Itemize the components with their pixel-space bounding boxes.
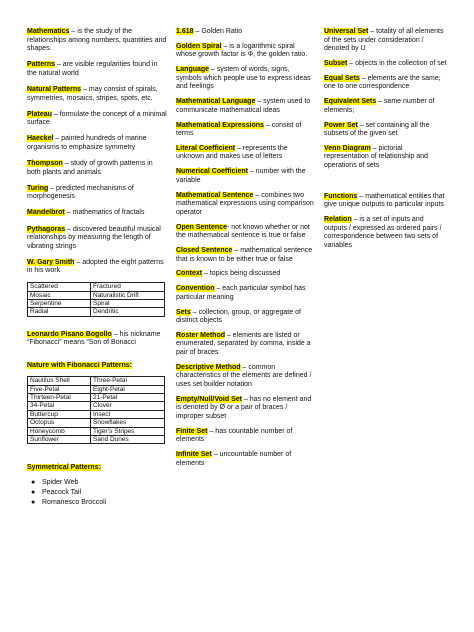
definition: – common characteristics of the elements are defined / uses set builder notation	[176, 363, 312, 389]
list-item	[27, 498, 167, 508]
term: Sets	[176, 308, 191, 316]
term: Venn Diagram	[324, 144, 371, 152]
definition: – same number of elements;	[324, 98, 435, 114]
definition: – system of words, signs, symbols which people use to express ideas and feelings	[176, 66, 311, 91]
definition-entry	[176, 285, 314, 302]
table-row	[28, 419, 165, 427]
symmetry-list	[27, 478, 167, 507]
fibonacci-heading: Nature with Fibonacci Patterns:	[27, 362, 133, 370]
table-cell: 21-Petal	[91, 393, 165, 401]
table-row	[28, 402, 165, 410]
table-cell: Tiger’s Stripes	[91, 427, 165, 435]
table-cell: Mosaic	[28, 291, 91, 299]
definition: – each particular symbol has particular meaning	[176, 285, 306, 301]
table-cell: Five-Petal	[28, 385, 91, 393]
term: Convention	[176, 285, 215, 293]
term: Plateau	[27, 110, 52, 118]
term: Closed Sentence	[176, 246, 233, 254]
term: Functions	[324, 192, 358, 200]
definition: – mathematics of fractals	[64, 209, 145, 217]
term: Golden Spiral	[176, 42, 222, 50]
definition: – is the study of the relationships among numbers, quantities and shapes.	[27, 28, 167, 53]
definition: – are visible regularities found in the natural world	[27, 61, 158, 77]
table-cell: Scattered	[28, 283, 91, 291]
table-row	[28, 299, 165, 307]
table-row	[28, 436, 165, 444]
table-cell: Sunflower	[28, 436, 91, 444]
term: Leonardo Pisano Bogollo	[27, 330, 112, 338]
table-cell: Dendritic	[91, 308, 165, 316]
term: Thompson	[27, 160, 63, 168]
definition: – represents the unknown and makes use of letters	[176, 144, 288, 161]
bullet-icon: ●	[31, 479, 36, 487]
term: Patterns	[27, 61, 56, 69]
table-row	[28, 410, 165, 418]
table-row	[28, 291, 165, 299]
term: Mathematical Sentence	[176, 191, 254, 199]
definition: – combines two mathematical expressions using comparison operator	[176, 191, 314, 216]
definition: – objects in the collection of set	[347, 59, 447, 67]
table-cell: Snowflakes	[91, 419, 165, 427]
table-cell: Serpentine	[28, 299, 91, 307]
table-cell: Buttercup	[28, 410, 91, 418]
definition-entry	[176, 168, 314, 185]
table-cell: Octopus	[28, 419, 91, 427]
term: Context	[176, 270, 203, 278]
definition: – adopted the eight patterns in his work	[27, 258, 164, 275]
definition-entry	[176, 247, 314, 264]
term: Natural Patterns	[27, 85, 82, 93]
table-cell: Three-Petal	[91, 377, 165, 385]
definition: – may consist of spirals, symmetries, mosaics, stripes, spots, etc.	[27, 85, 158, 102]
definition-entry	[176, 451, 314, 468]
term: Mandelbrot	[27, 209, 65, 217]
term: Roster Method	[176, 331, 225, 339]
definition-entry	[176, 43, 314, 60]
definition: – mathematical sentence that is known to be either true or false	[176, 246, 313, 263]
list-item-text: Peacock Tail	[42, 489, 82, 496]
definition: – painted hundreds of marine organisms to emphasize symmetry	[27, 135, 147, 151]
definition-entry	[324, 122, 448, 139]
definition: – elements are listed or enumerated, separated by comma, inside a pair of braces	[176, 331, 311, 357]
definition: – number with the variable	[176, 168, 306, 184]
definition-entry	[324, 60, 448, 69]
definition-entry	[176, 145, 314, 162]
definition-entry	[27, 185, 167, 202]
definition-entry	[324, 216, 448, 250]
definition-entry	[176, 270, 314, 279]
term: Infinite Set	[176, 451, 212, 459]
term: Empty/Null/Void Set	[176, 395, 242, 403]
term: Haeckel	[27, 135, 54, 143]
table-cell: 34-Petal	[28, 402, 91, 410]
definition-entry	[176, 428, 314, 445]
column-2	[176, 28, 314, 475]
definition-entry	[27, 209, 167, 218]
definition: – totality of all elements of the sets under consideration / denoted by U	[324, 28, 444, 53]
term: Mathematics	[27, 28, 70, 35]
column-1-entries	[27, 28, 167, 276]
bullet-icon: ●	[31, 498, 36, 506]
smith-patterns-table	[27, 282, 165, 317]
list-item	[27, 488, 167, 498]
definition-entry	[176, 98, 314, 115]
definition: – uncountable number of elements	[176, 451, 292, 467]
definition-entry	[176, 309, 314, 326]
term: Equal Sets	[324, 74, 360, 82]
definition: – elements are the same; one to one correspondence	[324, 74, 441, 91]
term: Pythagoras	[27, 225, 66, 233]
table-cell: Spiral	[91, 299, 165, 307]
definition: – system used to communicate mathematical ideas	[176, 98, 311, 114]
definition: – topics being discussed	[202, 270, 281, 278]
spacer	[324, 177, 448, 193]
definition: – consist of terms	[176, 121, 302, 138]
definition: – mathematical entities that give unique outputs to particular inputs	[324, 192, 445, 209]
term: Universal Set	[324, 28, 369, 35]
definition-entry	[27, 226, 167, 252]
term: W. Gary Smith	[27, 258, 75, 266]
definition-entry	[27, 135, 167, 152]
list-item	[27, 478, 167, 488]
term: Literal Coefficient	[176, 144, 236, 152]
definition-entry	[27, 160, 167, 177]
symmetry-heading: Symmetrical Patterns:	[27, 464, 101, 472]
definition: – has countable number of elements	[176, 427, 293, 444]
definition: – has no element and is denoted by Ø or a pair of braces / improper subset	[176, 395, 312, 420]
definition-entry	[27, 61, 167, 78]
term: Mathematical Language	[176, 98, 256, 106]
table-row	[28, 427, 165, 435]
definition-entry	[176, 224, 314, 241]
definition: – predicted mechanisms of morphogenesis	[27, 184, 134, 201]
definition-entry	[176, 28, 314, 37]
term: Mathematical Expressions	[176, 121, 264, 129]
term: Subset	[324, 59, 348, 67]
term: Turing	[27, 184, 49, 192]
definition: – discovered beautiful musical relationships by measuring the length of vibrating strings	[27, 225, 161, 250]
definition-entry	[176, 332, 314, 358]
table-row	[28, 283, 165, 291]
definition-entry	[324, 28, 448, 54]
table-cell: Nautilus Shell	[28, 377, 91, 385]
table-cell: Fractured	[91, 283, 165, 291]
definition: – his nickname “Fibonacci” means “Son of Bonacci	[27, 330, 161, 347]
definition-entry	[27, 111, 167, 128]
definition-entry	[176, 364, 314, 390]
table-row	[28, 385, 165, 393]
definition-entry	[324, 145, 448, 171]
table-cell: Clover	[91, 402, 165, 410]
definition: – Golden Ratio	[193, 28, 243, 35]
term: 1.618	[176, 28, 194, 35]
definition-entry	[27, 28, 167, 54]
definition-entry	[176, 122, 314, 139]
table-cell: Naturalistic Drift	[91, 291, 165, 299]
definition-entry	[27, 331, 167, 348]
term: Descriptive Method	[176, 363, 241, 371]
list-item-text: Romanesco Broccoli	[42, 498, 107, 506]
term: Finite Set	[176, 427, 208, 435]
table-cell: Eight-Petal	[91, 385, 165, 393]
definition-entry	[324, 98, 448, 115]
definition-entry	[176, 396, 314, 422]
definition: – pictorial representation of relationship and operations of sets	[324, 144, 428, 170]
term: Power Set	[324, 121, 358, 129]
definition-entry	[176, 192, 314, 218]
fibonacci-patterns-table	[27, 376, 165, 444]
definition-entry	[324, 193, 448, 210]
term: Relation	[324, 216, 352, 224]
table-row	[28, 377, 165, 385]
definition-entry	[176, 66, 314, 92]
term: Numerical Coefficient	[176, 168, 248, 176]
term: Equivalent Sets	[324, 98, 377, 106]
definition: – is a logarithmic spiral whose growth factor is Φ, the golden ratio.	[176, 42, 308, 59]
definition: – set containing all the subsets of the given set	[324, 121, 430, 138]
definition-entry	[324, 75, 448, 92]
definition: – collection, group, or aggregate of distinct objects	[176, 308, 301, 325]
bullet-icon: ●	[31, 489, 36, 496]
definition: – is a set of inputs and outputs / expressed as ordered pairs / correspondence between two sets of variables	[324, 216, 442, 249]
table-cell: Thirteen-Petal	[28, 393, 91, 401]
table-cell: Honeycomb	[28, 427, 91, 435]
term: Language	[176, 66, 210, 74]
term: Open Sentence	[176, 223, 227, 231]
table-cell: Insect	[91, 410, 165, 418]
definition: – study of growth patterns in both plants and animals	[27, 160, 153, 176]
table-row	[28, 393, 165, 401]
table-row	[28, 308, 165, 316]
table-cell: Radial	[28, 308, 91, 316]
definition-entry	[27, 86, 167, 103]
list-item-text: Spider Web	[42, 479, 79, 487]
table-cell: Sand Dunes	[91, 436, 165, 444]
definition: - not known whether or not the mathematical sentence is true or false	[176, 223, 310, 240]
definition: – formulate the concept of a minimal surface	[27, 110, 167, 127]
definition-entry	[27, 259, 167, 276]
column-1	[27, 28, 167, 507]
column-3	[324, 28, 448, 257]
